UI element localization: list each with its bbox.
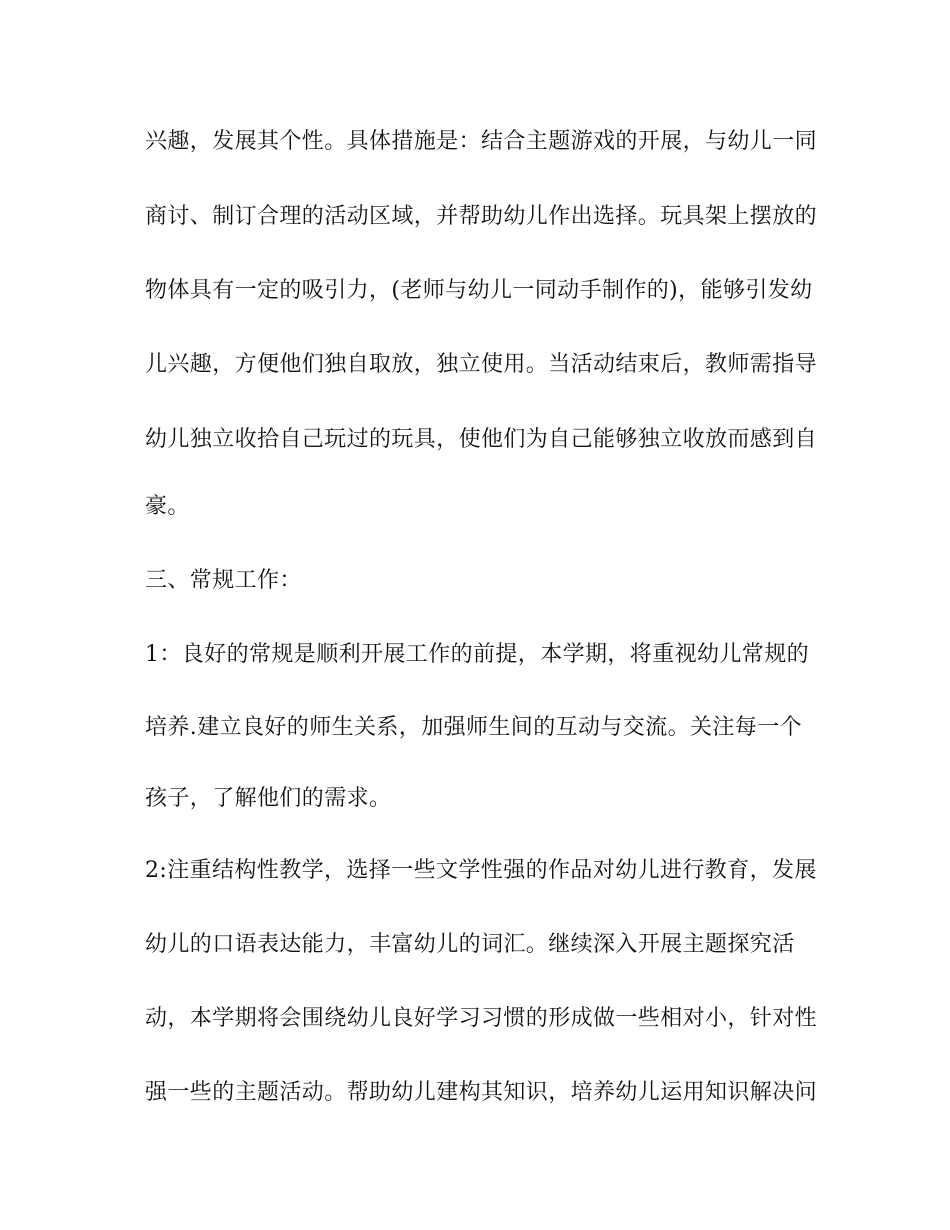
- text-line: 豪。: [145, 494, 190, 519]
- text-line: 幼儿独立收拾自己玩过的玩具，使他们为自己能够独立收放而感到自: [145, 427, 818, 452]
- text-line: 商讨、制订合理的活动区域，并帮助幼儿作出选择。玩具架上摆放的: [145, 204, 818, 229]
- text-line: 兴趣，发展其个性。具体措施是：结合主题游戏的开展，与幼儿一同: [145, 129, 818, 154]
- text-line: 物体具有一定的吸引力，(老师与幼儿一同动手制作的)，能够引发幼: [145, 278, 813, 303]
- text-line: 2:注重结构性教学，选择一些文学性强的作品对幼儿进行教育，发展: [145, 858, 817, 883]
- text-line: 动，本学期将会围绕幼儿良好学习习惯的形成做一些相对小，针对性: [145, 1006, 818, 1031]
- text-line: 儿兴趣，方便他们独自取放，独立使用。当活动结束后，教师需指导: [145, 352, 818, 377]
- section-heading: 三、常规工作：: [145, 568, 302, 593]
- text-line: 孩子，了解他们的需求。: [145, 786, 392, 811]
- text-line: 强一些的主题活动。帮助幼儿建构其知识，培养幼儿运用知识解决问: [145, 1080, 818, 1105]
- text-line: 1：良好的常规是顺利开展工作的前提，本学期，将重视幼儿常规的: [145, 642, 809, 667]
- text-line: 培养.建立良好的师生关系，加强师生间的互动与交流。关注每一个: [145, 715, 802, 740]
- text-line: 幼儿的口语表达能力，丰富幼儿的词汇。继续深入开展主题探究活: [145, 932, 795, 957]
